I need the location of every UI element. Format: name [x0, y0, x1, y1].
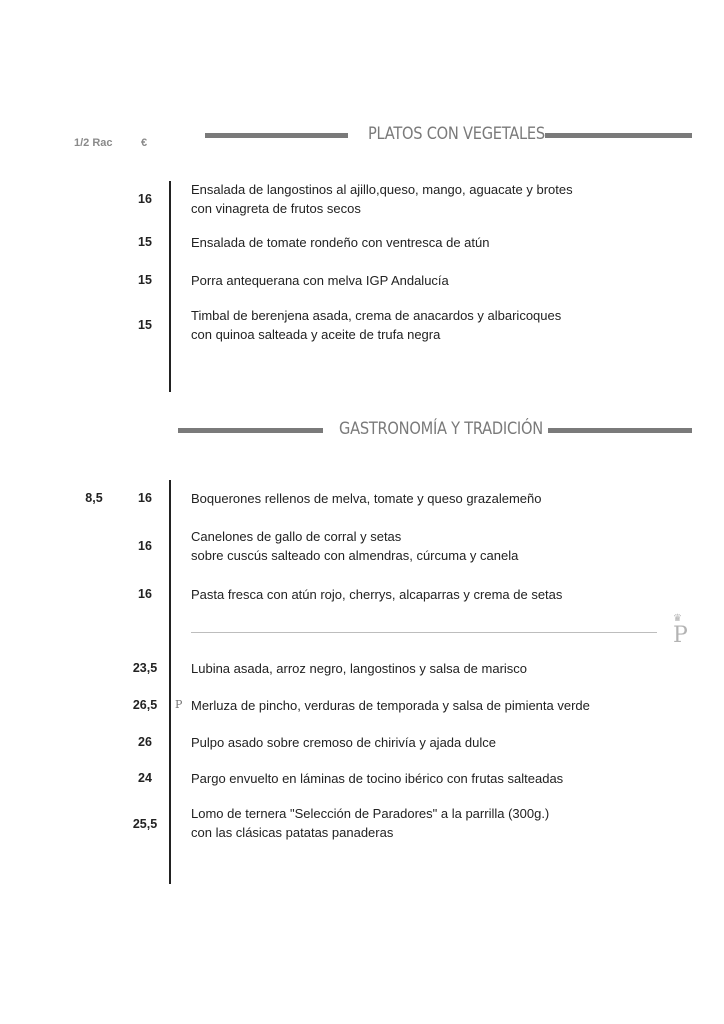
item-line: sobre cuscús salteado con almendras, cúrcuma y canela: [191, 548, 519, 563]
item-price: 26,5: [132, 698, 158, 712]
item-price: 23,5: [132, 661, 158, 675]
item-line: Lubina asada, arroz negro, langostinos y salsa de marisco: [191, 661, 528, 676]
half-ration-header: 1/2 Rac: [74, 137, 113, 149]
item-description: [191, 585, 562, 604]
section-2-title: GASTRONOMÍA Y TRADICIÓN: [339, 419, 543, 439]
item-description: [191, 804, 549, 842]
item-description: [191, 659, 527, 678]
item-line: Merluza de pincho, verduras de temporada y salsa de pimienta verde: [191, 698, 590, 713]
section-1-title: PLATOS CON VEGETALES: [368, 124, 545, 144]
parador-logo: P: [673, 623, 688, 648]
section-2-bar-left: [178, 428, 323, 433]
item-line: Boquerones rellenos de melva, tomate y queso grazalemeño: [191, 491, 542, 506]
item-description: [191, 306, 561, 344]
item-price: 16: [138, 539, 152, 553]
section-2-bar-right: [548, 428, 692, 433]
item-description: [191, 696, 590, 715]
item-line: Pulpo asado sobre cremoso de chirivía y ajada dulce: [191, 735, 496, 750]
item-line: Ensalada de tomate rondeño con ventresca de atún: [191, 235, 490, 250]
item-price: 15: [138, 235, 152, 249]
item-line: Lomo de ternera "Selección de Paradores" a la parrilla (300g.): [191, 806, 550, 821]
item-description: [191, 233, 490, 252]
item-line: con quinoa salteada y aceite de trufa negra: [191, 327, 441, 342]
menu-separator: [191, 632, 657, 633]
item-line: Canelones de gallo de corral y setas: [191, 529, 402, 544]
item-price: 15: [138, 273, 152, 287]
currency-header: €: [141, 137, 148, 149]
parador-crown-icon: ♛: [673, 613, 682, 624]
item-line: Pargo envuelto en láminas de tocino ibérico con frutas salteadas: [191, 771, 564, 786]
item-line: Timbal de berenjena asada, crema de anacardos y albaricoques: [191, 308, 562, 323]
item-description: [191, 733, 496, 752]
item-price: 16: [138, 192, 152, 206]
item-description: [191, 180, 573, 218]
recommended-mark-icon: P: [175, 698, 183, 711]
item-price: 25,5: [132, 817, 158, 831]
section-1-bar-left: [205, 133, 348, 138]
item-line: con las clásicas patatas panaderas: [191, 825, 394, 840]
item-description: [191, 271, 449, 290]
item-description: [191, 769, 563, 788]
item-description: [191, 527, 518, 565]
section-1-bar-right: [545, 133, 692, 138]
item-price: 26: [138, 735, 152, 749]
item-description: [191, 489, 542, 508]
item-line: con vinagreta de frutos secos: [191, 201, 361, 216]
item-price: 16: [138, 587, 152, 601]
item-line: Ensalada de langostinos al ajillo,queso, mango, aguacate y brotes: [191, 182, 573, 197]
item-price: 16: [138, 491, 152, 505]
item-line: Porra antequerana con melva IGP Andalucía: [191, 273, 449, 288]
item-price: 24: [138, 771, 152, 785]
item-price: 15: [138, 318, 152, 332]
item-line: Pasta fresca con atún rojo, cherrys, alcaparras y crema de setas: [191, 587, 563, 602]
item-half-price: 8,5: [85, 491, 103, 505]
